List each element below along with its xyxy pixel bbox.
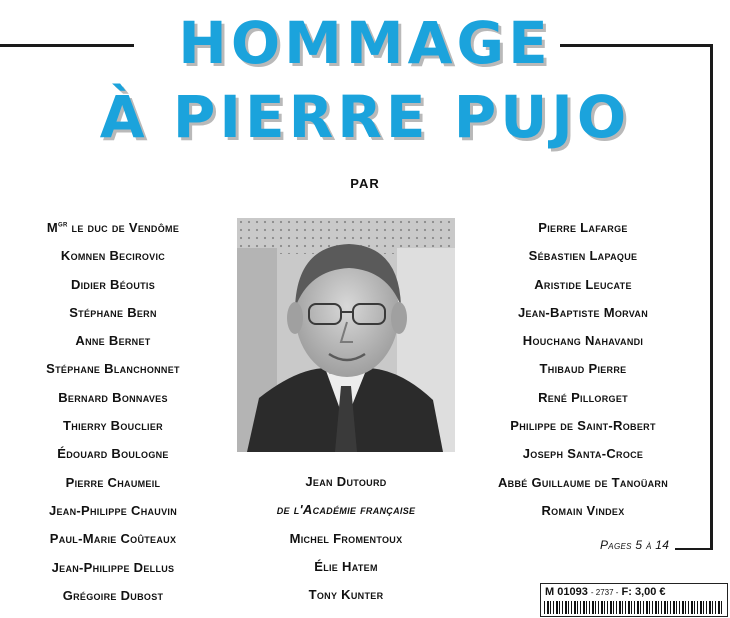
headline-line-2: À PIERRE PUJO: [99, 83, 631, 151]
page-range: Pages 5 à 14: [600, 538, 670, 552]
portrait-photo: [237, 218, 455, 452]
author-name: Michel Fromentoux: [289, 530, 403, 546]
author-name: Paul-Marie Coûteaux: [49, 531, 177, 547]
right-author-list: [470, 214, 696, 525]
author-name: Grégoire Dubost: [62, 587, 164, 603]
author-name: Joseph Santa-Croce: [522, 446, 644, 462]
author-name: Pierre Lafarge: [538, 220, 628, 235]
barcode-issue: - 2737 -: [590, 588, 619, 597]
author-name: Jean-Philippe Dellus: [51, 559, 175, 575]
author-name: René Pillorget: [538, 389, 628, 405]
author-name: Jean-Baptiste Morvan: [517, 304, 649, 320]
barcode: [540, 583, 728, 617]
author-name: Stéphane Blanchonnet: [46, 361, 180, 377]
barcode-text: [545, 586, 666, 598]
author-name: Anne Bernet: [75, 333, 151, 349]
author-name: Philippe de Saint-Robert: [510, 418, 656, 434]
author-name: Jean-Philippe Chauvin: [48, 502, 178, 518]
author-name: Aristide Leucate: [534, 276, 632, 292]
by-label: PAR: [350, 176, 380, 191]
barcode-code: M 01093: [545, 586, 588, 598]
author-name: Édouard Boulogne: [57, 446, 169, 462]
author-name: $M^{gr}$ le duc de Vendôme: [46, 219, 180, 235]
author-name: Jean Dutourd: [305, 474, 387, 489]
frame-rule-bottom: [675, 548, 713, 550]
author-name: Sébastien Lapaque: [528, 248, 638, 264]
center-author-list: [237, 468, 455, 609]
author-name: Élie Hatem: [314, 558, 378, 574]
author-name: Tony Kunter: [308, 587, 384, 603]
author-name: Houchang Nahavandi: [522, 333, 644, 349]
author-affiliation: de l'Académie française: [276, 502, 416, 518]
author-name: Romain Vindex: [541, 502, 625, 518]
headline-line-1: HOMMAGE: [178, 9, 552, 77]
author-name: Stéphane Bern: [69, 304, 157, 320]
author-name: Komnen Becirovic: [60, 248, 166, 264]
author-name: Abbé Guillaume de Tanoüarn: [497, 474, 669, 490]
author-name: Thierry Bouclier: [63, 418, 163, 434]
barcode-bars: [544, 601, 724, 614]
author-name: Pierre Chaumeil: [65, 474, 161, 490]
left-author-list: [10, 214, 216, 610]
author-name: Didier Béoutis: [70, 276, 156, 292]
author-name: Thibaud Pierre: [539, 361, 627, 377]
author-name: Bernard Bonnaves: [58, 389, 168, 405]
barcode-price: F: 3,00 €: [621, 586, 666, 598]
